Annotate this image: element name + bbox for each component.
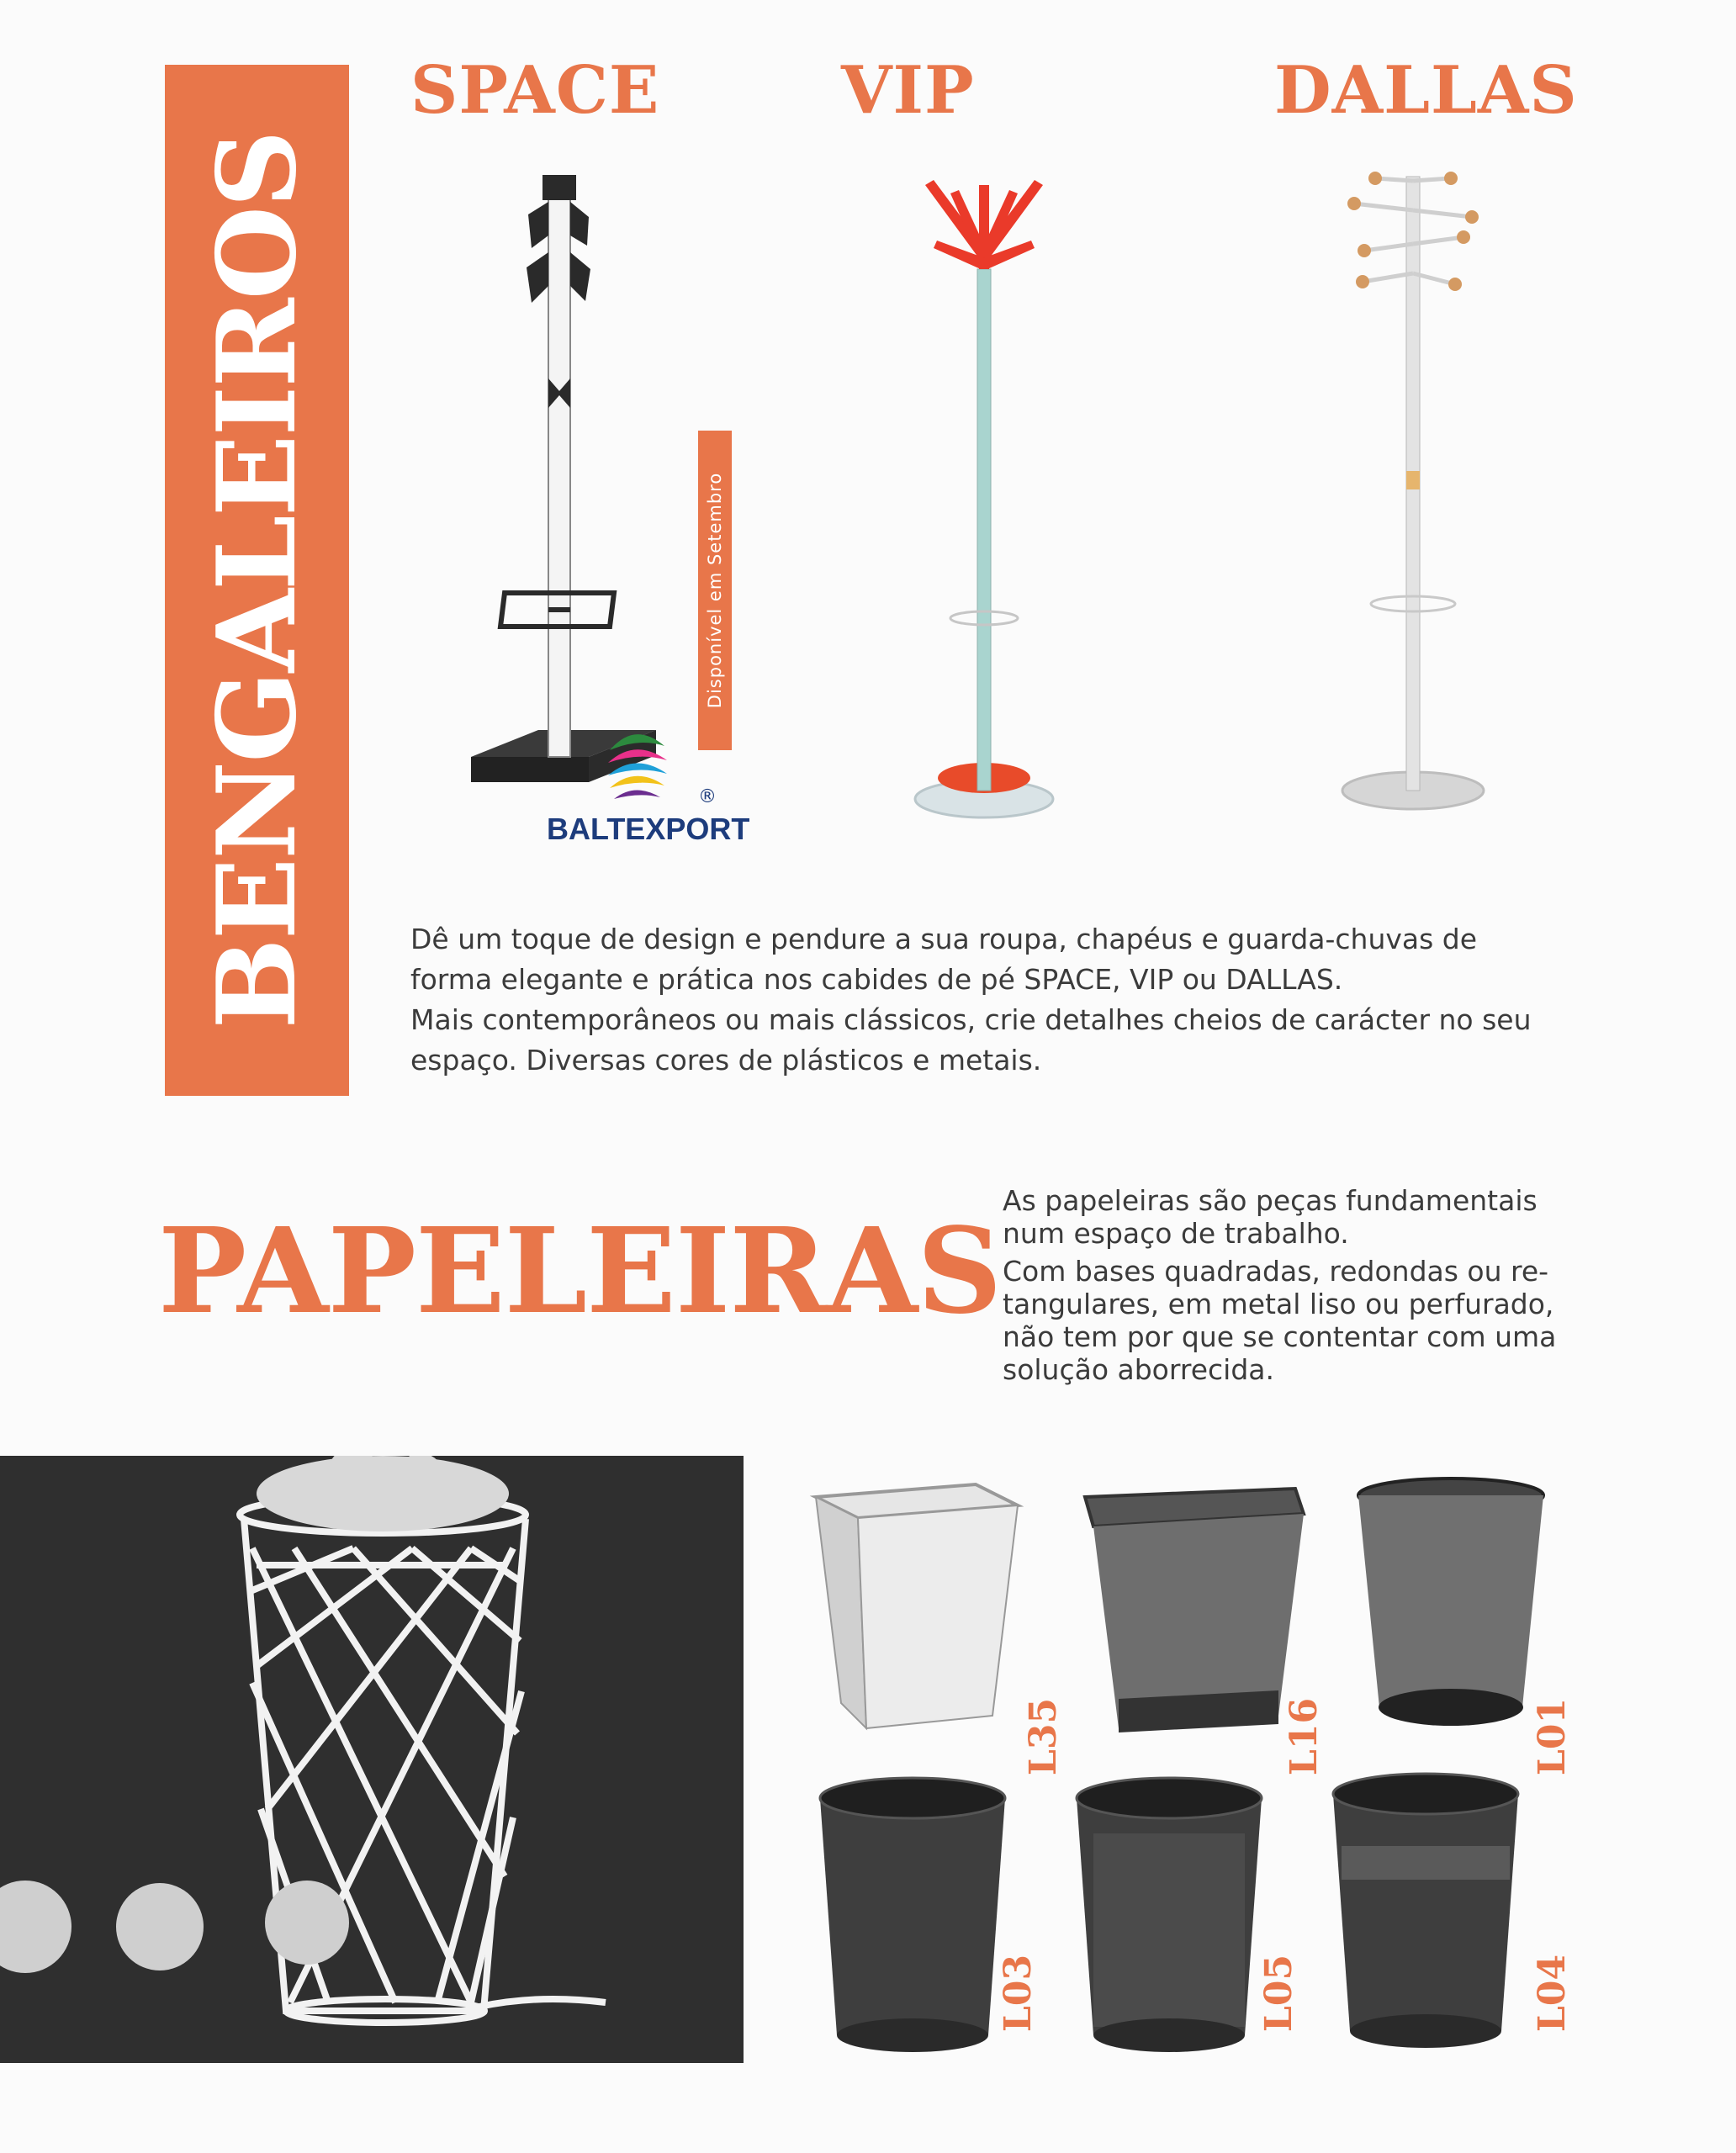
bin-l03-image bbox=[816, 1775, 1009, 2060]
dallas-coat-stand-image bbox=[1329, 160, 1497, 824]
availability-text: Disponível em Setembro bbox=[705, 472, 725, 709]
product-title-dallas: DALLAS bbox=[1274, 52, 1578, 129]
bin-l35-image bbox=[807, 1476, 1026, 1745]
coat-stands-description-paragraph: Mais contemporâneos ou mais clássicos, crie detalhes cheios de carácter no seu espaço. Diversas cores de plásticos e metais. bbox=[410, 1003, 1532, 1076]
brand-logo-text: BALTEXPORT bbox=[547, 812, 750, 846]
bin-code: L04 bbox=[1530, 1954, 1574, 2033]
bin-l01-image bbox=[1354, 1472, 1548, 1741]
bin-l05-image bbox=[1072, 1775, 1266, 2060]
space-coat-stand-image bbox=[454, 168, 690, 807]
vip-coat-stand-image bbox=[908, 168, 1060, 824]
section-band-coat-stands bbox=[165, 65, 349, 1096]
bins-description bbox=[1003, 1184, 1575, 1391]
bin-code: L01 bbox=[1530, 1697, 1574, 1776]
bin-code: L05 bbox=[1257, 1954, 1300, 2033]
brand-logo-registered: ® bbox=[698, 786, 717, 807]
bin-l04-image bbox=[1329, 1770, 1522, 2060]
availability-badge bbox=[698, 431, 732, 750]
bin-code: L16 bbox=[1282, 1697, 1326, 1776]
section-title-coat-stands: BENGALEIROS bbox=[193, 131, 320, 1029]
product-title-space: SPACE bbox=[410, 52, 660, 129]
product-title-vip: VIP bbox=[841, 52, 975, 129]
chalkboard-photo bbox=[0, 1456, 744, 2063]
coat-stands-description-paragraph: Dê um toque de design e pendure a sua roupa, chapéus e guarda-chuvas de forma elegante e prática nos cabides de pé SPACE, VIP ou DALLAS. bbox=[410, 923, 1478, 996]
baltexport-logo-icon bbox=[601, 725, 669, 809]
bins-description-paragraph: As papeleiras são peças fundamentais num espaço de trabalho. bbox=[1003, 1184, 1538, 1250]
bin-l16-image bbox=[1077, 1480, 1312, 1741]
section-title-bins: PAPELEIRAS bbox=[158, 1203, 1002, 1341]
coat-stands-description bbox=[410, 919, 1546, 1081]
bin-code: L03 bbox=[996, 1954, 1040, 2033]
bins-description-paragraph: Com bases quadradas, redondas ou re-tangulares, em metal liso ou perfurado, não tem por que se contentar com uma solução aborrecida. bbox=[1003, 1255, 1557, 1386]
bin-code: L35 bbox=[1021, 1697, 1065, 1776]
